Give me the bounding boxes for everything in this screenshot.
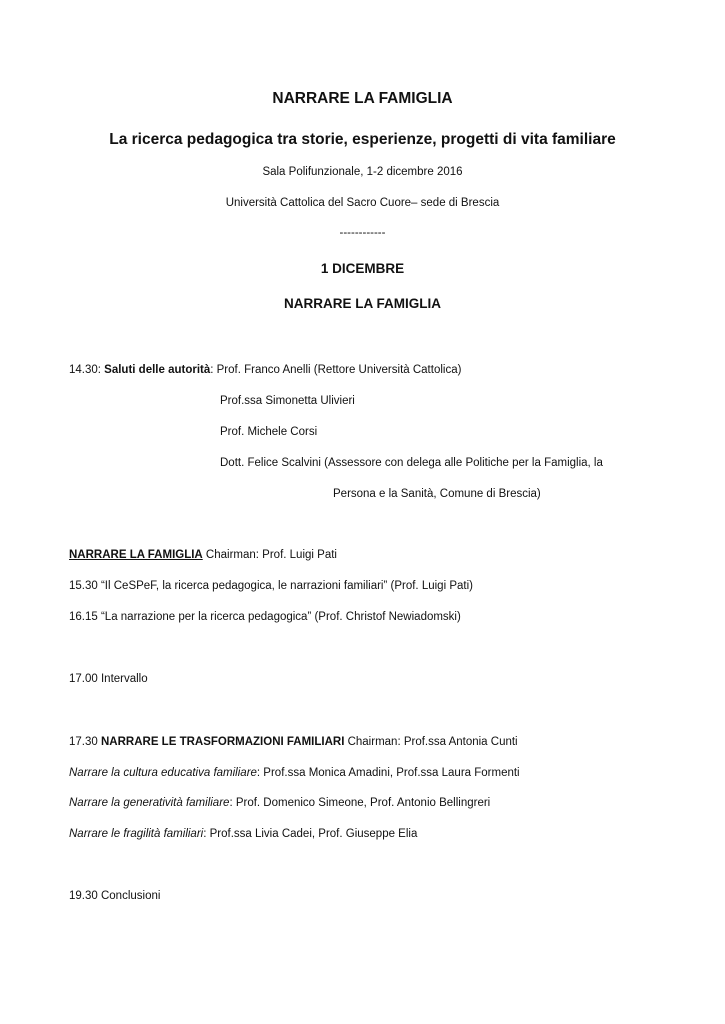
greetings-speaker-continuation: Persona e la Sanità, Comune di Brescia) xyxy=(333,488,541,500)
session-1-heading xyxy=(69,549,337,561)
greetings-speaker: Prof.ssa Simonetta Ulivieri xyxy=(220,395,355,407)
session-2-heading xyxy=(69,736,518,748)
greetings-first-speaker: : Prof. Franco Anelli (Rettore Università Cattolica) xyxy=(210,364,462,376)
document-title: NARRARE LA FAMIGLIA xyxy=(272,90,453,107)
separator-line: ------------ xyxy=(339,227,386,239)
venue-line: Sala Polifunzionale, 1-2 dicembre 2016 xyxy=(262,166,463,178)
session-2-chair: Chairman: Prof.ssa Antonia Cunti xyxy=(344,736,518,748)
break-line: 17.00 Intervallo xyxy=(69,673,148,685)
document-subtitle: La ricerca pedagogica tra storie, esperienze, progetti di vita familiare xyxy=(109,131,616,148)
session-2-time: 17.30 xyxy=(69,736,101,748)
session-1-title: NARRARE LA FAMIGLIA xyxy=(69,549,203,561)
greetings-speaker: Dott. Felice Scalvini (Assessore con delega alle Politiche per la Famiglia, la xyxy=(220,457,603,469)
day-date: 1 DICEMBRE xyxy=(320,261,405,276)
topic-speakers: : Prof.ssa Monica Amadini, Prof.ssa Laura Formenti xyxy=(256,767,520,779)
session-2-topic xyxy=(69,767,520,779)
greetings-speaker: Prof. Michele Corsi xyxy=(220,426,318,438)
greetings-label: Saluti delle autorità xyxy=(104,364,211,376)
session-1-talk: 15.30 “Il CeSPeF, la ricerca pedagogica, le narrazioni familiari” (Prof. Luigi Pati) xyxy=(69,580,473,592)
topic-title: Narrare la generatività familiare xyxy=(69,797,230,809)
greetings-time: 14.30: xyxy=(69,364,105,376)
session-2-topic xyxy=(69,797,490,809)
topic-title: Narrare la cultura educativa familiare xyxy=(69,767,257,779)
session-1-chair: Chairman: Prof. Luigi Pati xyxy=(202,549,337,561)
topic-speakers: : Prof. Domenico Simeone, Prof. Antonio Bellingreri xyxy=(229,797,491,809)
session-2-title: NARRARE LE TRASFORMAZIONI FAMILIARI xyxy=(100,736,345,748)
session-2-topic xyxy=(69,828,417,840)
session-1-talk: 16.15 “La narrazione per la ricerca pedagogica” (Prof. Christof Newiadomski) xyxy=(69,611,461,623)
topic-speakers: : Prof.ssa Livia Cadei, Prof. Giuseppe Elia xyxy=(203,828,418,840)
closing-line: 19.30 Conclusioni xyxy=(69,890,161,902)
day-theme: NARRARE LA FAMIGLIA xyxy=(284,296,441,311)
university-line: Università Cattolica del Sacro Cuore– sede di Brescia xyxy=(225,197,500,209)
greetings-line xyxy=(69,364,461,376)
topic-title: Narrare le fragilità familiari xyxy=(69,828,204,840)
